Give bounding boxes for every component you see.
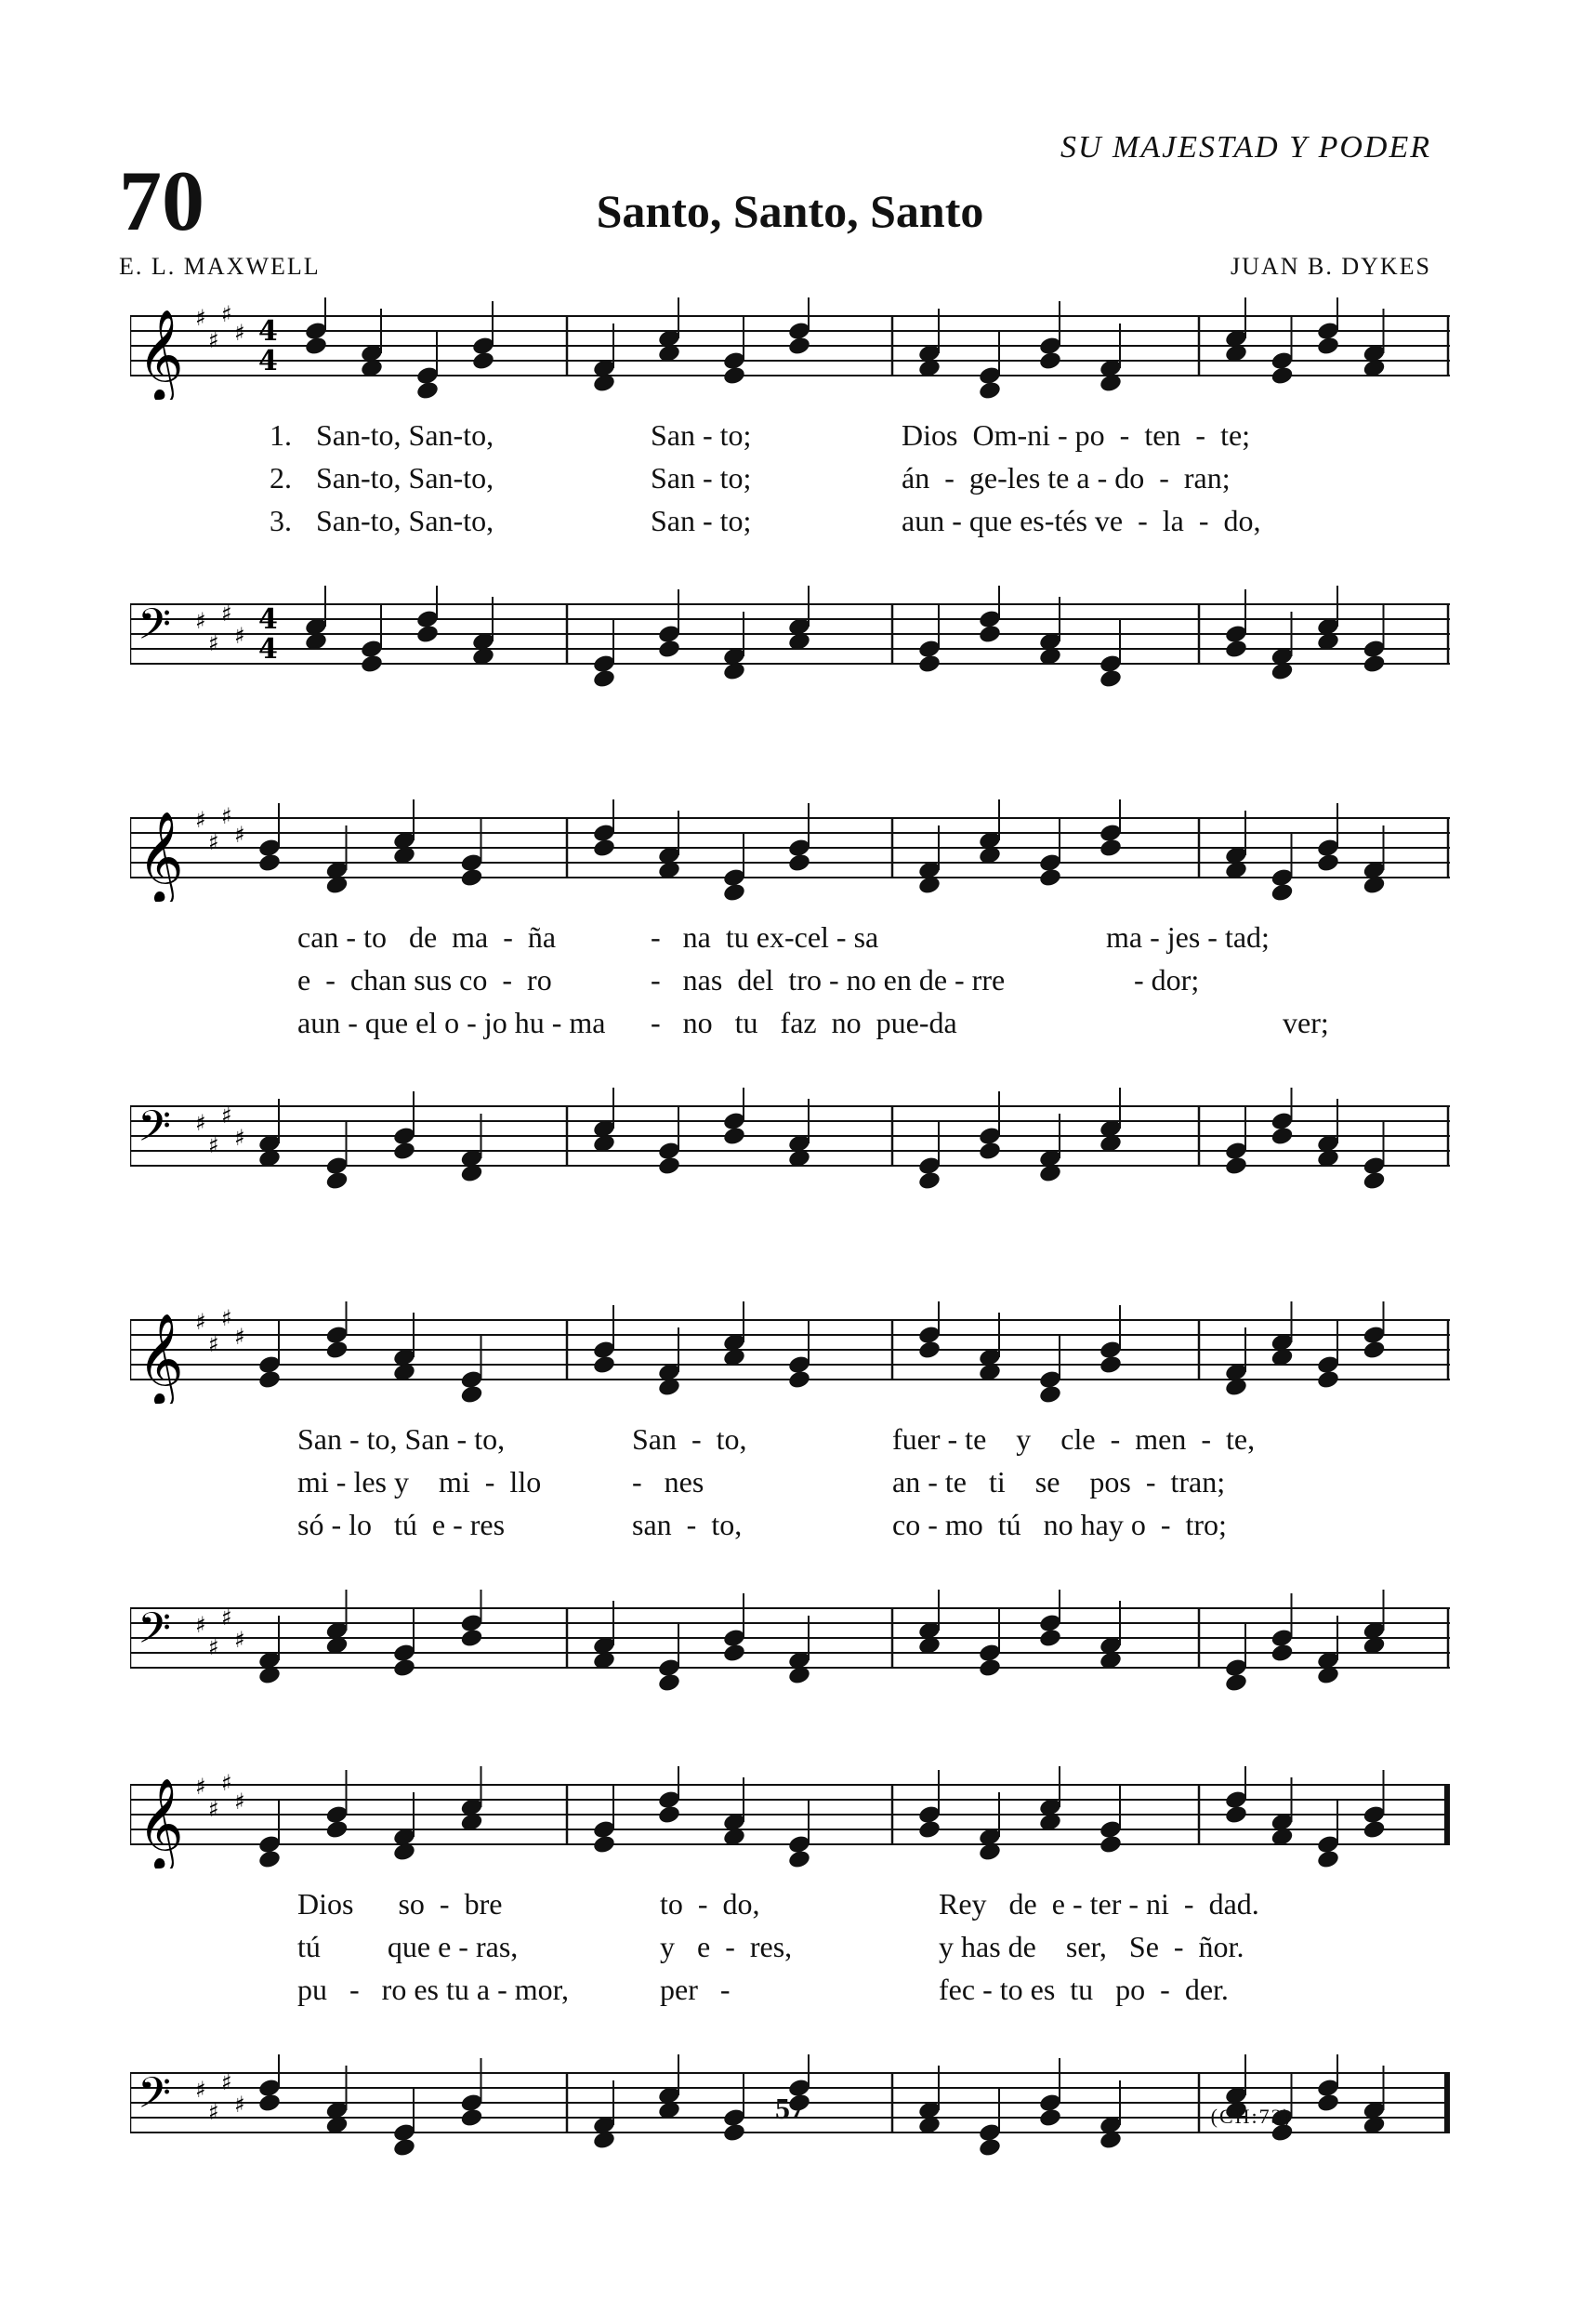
note-head (657, 1155, 681, 1177)
note-head (1099, 838, 1123, 859)
note-head (1224, 639, 1248, 660)
lyric-segment: tú que e - ras, (297, 1930, 519, 1963)
lyric-line (130, 1422, 1450, 1463)
lyric-segment: San-to, San-to, (316, 504, 494, 537)
time-signature: 4 (258, 345, 278, 377)
treble-clef-icon: 𝄞 (138, 1313, 184, 1404)
sharp-icon: ♯ (208, 2099, 219, 2125)
lyric-segment: ver; (1283, 1006, 1329, 1039)
bass-staff (130, 586, 1450, 688)
note-head (722, 1126, 746, 1147)
sharp-icon: ♯ (234, 1125, 245, 1151)
lyric-segment: per - (660, 1973, 731, 2006)
lyric-segment: pu - ro es tu a - mor, (297, 1973, 569, 2006)
lyric-segment: e - chan sus co - ro (297, 963, 552, 997)
sharp-icon: ♯ (221, 803, 232, 829)
note-head (1224, 1155, 1248, 1177)
note-head (1038, 350, 1062, 372)
lyric-segment: to - do, (660, 1887, 760, 1921)
sharp-icon: ♯ (234, 1789, 245, 1815)
note-head (978, 624, 1002, 645)
note-head (592, 668, 616, 688)
sharp-icon: ♯ (208, 1331, 219, 1357)
note-head (592, 1354, 616, 1376)
lyric-segment: aun - que es-tés ve - la - do, (902, 504, 1261, 537)
lyric-segment: aun - que el o - jo hu - ma (297, 1006, 606, 1039)
note-head (1362, 654, 1386, 675)
time-signature: 4 (258, 315, 278, 348)
bass-staff (130, 1088, 1450, 1190)
lyric-segment: san - to, (632, 1508, 743, 1541)
treble-staff (130, 1766, 1450, 1868)
lyric-segment: Dios so - bre (297, 1887, 503, 1921)
lyric-segment: Dios Om-ni - po - ten - te; (902, 418, 1251, 452)
bass-clef-icon: 𝄢 (138, 2068, 172, 2129)
note-head (324, 1819, 349, 1841)
time-signature: 4 (258, 603, 278, 636)
note-head (917, 654, 941, 675)
verse-number: 3. (270, 504, 292, 537)
note-head (1316, 1849, 1340, 1868)
note-head (1316, 852, 1340, 874)
note-head (1038, 1384, 1062, 1404)
lyric-segment: y has de ser, Se - ñor. (939, 1930, 1244, 1963)
note-head (978, 2137, 1002, 2157)
lyric-segment: - dor; (1134, 963, 1200, 997)
note-head (1270, 365, 1294, 387)
lyric-segment: San - to; (651, 504, 752, 537)
sharp-icon: ♯ (221, 1770, 232, 1796)
note-head (1038, 867, 1062, 889)
note-head (592, 1834, 616, 1855)
sharp-icon: ♯ (195, 305, 206, 331)
note-head (257, 1369, 282, 1391)
note-head (917, 1170, 941, 1190)
note-head (392, 2137, 416, 2157)
treble-clef-icon: 𝄞 (138, 1777, 184, 1868)
sharp-icon: ♯ (195, 1774, 206, 1800)
note-head (1270, 1126, 1294, 1147)
sharp-icon: ♯ (221, 301, 232, 327)
lyric-line (130, 461, 1450, 502)
sharp-icon: ♯ (221, 1103, 232, 1129)
note-head (1270, 1643, 1294, 1664)
hymn-title: Santo, Santo, Santo (596, 185, 984, 237)
lyric-segment: - no tu faz no pue-da (651, 1006, 957, 1039)
note-head (787, 336, 811, 357)
note-head (459, 1384, 483, 1404)
lyric-segment: y e - res, (660, 1930, 793, 1963)
hymn-number: 70 (119, 153, 204, 248)
lyric-line (130, 1006, 1450, 1047)
note-head (978, 1657, 1002, 1679)
note-head (1099, 668, 1123, 688)
lyric-segment: - nas del tro - no en de - rre (651, 963, 1006, 997)
note-head (1224, 1672, 1248, 1692)
lyric-segment: só - lo tú e - res (297, 1508, 506, 1541)
lyric-segment: co - mo tú no hay o - tro; (892, 1508, 1227, 1541)
lyric-segment: án - ge-les te a - do - ran; (902, 461, 1231, 495)
sharp-icon: ♯ (195, 1309, 206, 1335)
note-head (722, 1643, 746, 1664)
note-head (657, 1672, 681, 1692)
lyric-segment: San - to; (651, 461, 752, 495)
lyric-line (130, 418, 1450, 459)
note-head (324, 1170, 349, 1190)
composer-credit: JUAN B. DYKES (1231, 253, 1431, 280)
sharp-icon: ♯ (195, 608, 206, 634)
lyric-segment: - nes (632, 1465, 704, 1499)
bass-staff (130, 1590, 1450, 1692)
lyric-line (130, 1887, 1450, 1928)
note-head (392, 1141, 416, 1162)
bass-clef-icon: 𝄢 (138, 1604, 172, 1664)
note-head (1099, 1834, 1123, 1855)
sharp-icon: ♯ (208, 829, 219, 855)
lyric-line (130, 920, 1450, 961)
section-heading: SU MAJESTAD Y PODER (1060, 130, 1431, 165)
music-system-1 (130, 297, 1450, 706)
sharp-icon: ♯ (208, 1132, 219, 1158)
note-head (471, 350, 495, 372)
note-head (392, 1657, 416, 1679)
note-head (1362, 1170, 1386, 1190)
note-head (657, 1804, 681, 1826)
music-system-3 (130, 1301, 1450, 1710)
verse-number: 2. (270, 461, 292, 495)
lyric-segment: mi - les y mi - llo (297, 1465, 542, 1499)
note-head (415, 624, 440, 645)
note-head (1316, 1369, 1340, 1391)
note-head (722, 365, 746, 387)
sharp-icon: ♯ (221, 601, 232, 627)
sharp-icon: ♯ (195, 2077, 206, 2103)
lyric-segment: San - to, (632, 1422, 747, 1456)
note-head (917, 1340, 941, 1361)
note-head (978, 380, 1002, 400)
treble-clef-icon: 𝄞 (138, 309, 184, 400)
sharp-icon: ♯ (234, 1627, 245, 1653)
note-head (917, 1819, 941, 1841)
lyric-segment: ma - jes - tad; (1106, 920, 1270, 954)
treble-clef-icon: 𝄞 (138, 811, 184, 902)
note-head (592, 838, 616, 859)
note-head (459, 867, 483, 889)
sharp-icon: ♯ (234, 2092, 245, 2118)
sharp-icon: ♯ (195, 1612, 206, 1638)
reference-code: (CH:73) (1210, 2105, 1292, 2128)
lyric-line (130, 1508, 1450, 1549)
note-head (1362, 1819, 1386, 1841)
music-system-2 (130, 799, 1450, 1208)
sharp-icon: ♯ (234, 822, 245, 848)
note-head (787, 1369, 811, 1391)
note-head (459, 1628, 483, 1649)
sharp-icon: ♯ (221, 1305, 232, 1331)
note-head (787, 852, 811, 874)
lyric-segment: Rey de e - ter - ni - dad. (939, 1887, 1259, 1921)
time-signature: 4 (258, 633, 278, 666)
sharp-icon: ♯ (234, 320, 245, 346)
note-head (324, 1340, 349, 1361)
lyric-line (130, 1973, 1450, 2014)
sharp-icon: ♯ (208, 1796, 219, 1822)
note-head (1316, 336, 1340, 357)
note-head (1224, 1804, 1248, 1826)
lyric-segment: fec - to es tu po - der. (939, 1973, 1229, 2006)
sharp-icon: ♯ (208, 327, 219, 353)
lyric-segment: - na tu ex-cel - sa (651, 920, 879, 954)
lyric-line (130, 1930, 1450, 1971)
lyric-segment: San-to, San-to, (316, 418, 494, 452)
bass-clef-icon: 𝄢 (138, 600, 172, 660)
note-head (1038, 1628, 1062, 1649)
note-head (415, 380, 440, 400)
note-head (787, 1849, 811, 1868)
note-head (257, 1849, 282, 1868)
page-number: 57 (775, 2092, 805, 2125)
treble-staff (130, 297, 1450, 400)
lyric-segment: fuer - te y cle - men - te, (892, 1422, 1256, 1456)
note-head (304, 336, 328, 357)
sharp-icon: ♯ (195, 1110, 206, 1136)
bass-clef-icon: 𝄢 (138, 1102, 172, 1162)
verse-number: 1. (270, 418, 292, 452)
lyric-line (130, 504, 1450, 545)
treble-staff (130, 799, 1450, 902)
sharp-icon: ♯ (221, 1604, 232, 1631)
lyricist-credit: E. L. MAXWELL (119, 253, 321, 280)
lyric-segment: San-to, San-to, (316, 461, 494, 495)
lyric-line (130, 1465, 1450, 1506)
note-head (722, 882, 746, 902)
sharp-icon: ♯ (234, 1324, 245, 1350)
note-head (1362, 1340, 1386, 1361)
sharp-icon: ♯ (195, 807, 206, 833)
note-head (360, 654, 384, 675)
lyric-segment: San - to; (651, 418, 752, 452)
sharp-icon: ♯ (208, 630, 219, 656)
note-head (657, 639, 681, 660)
lyric-segment: can - to de ma - ña (297, 920, 557, 954)
note-head (1270, 882, 1294, 902)
note-head (257, 852, 282, 874)
sharp-icon: ♯ (234, 623, 245, 649)
note-head (1099, 1354, 1123, 1376)
sharp-icon: ♯ (221, 2069, 232, 2095)
lyric-segment: San - to, San - to, (297, 1422, 506, 1456)
treble-staff (130, 1301, 1450, 1404)
note-head (978, 1141, 1002, 1162)
lyric-line (130, 963, 1450, 1004)
sharp-icon: ♯ (208, 1634, 219, 1660)
lyric-segment: an - te ti se pos - tran; (892, 1465, 1226, 1499)
